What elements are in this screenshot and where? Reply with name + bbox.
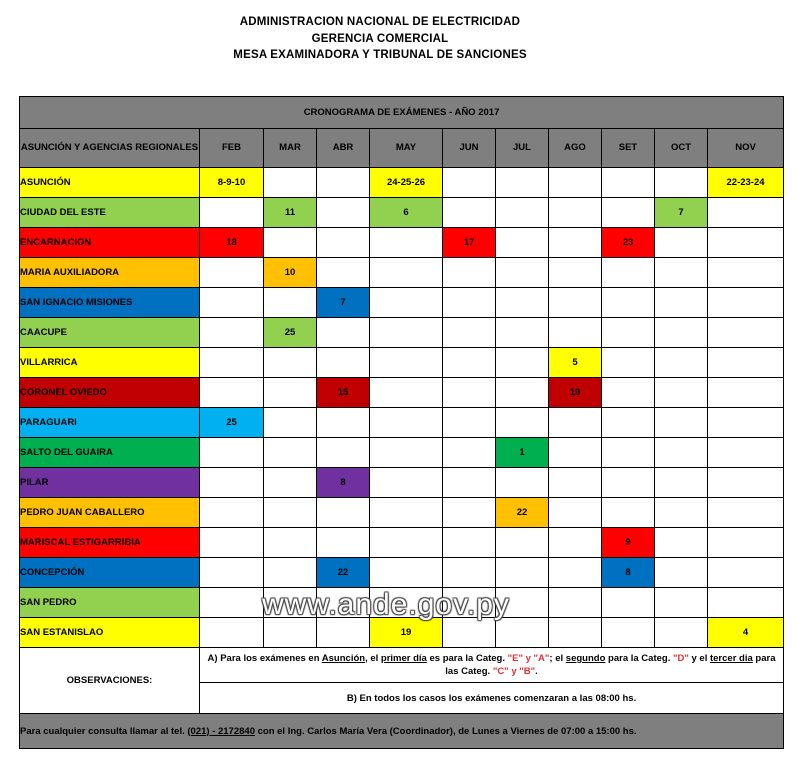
exam-date-cell — [264, 408, 317, 438]
observations-label: OBSERVACIONES: — [20, 648, 200, 714]
exam-date-cell — [317, 528, 370, 558]
exam-date-cell — [602, 438, 655, 468]
exam-date-cell — [200, 618, 264, 648]
exam-date-cell — [317, 198, 370, 228]
website-watermark: www.ande.gov.py — [262, 588, 510, 621]
observation-b: B) En todos los casos los exámenes comenzaran a las 08:00 hs. — [200, 683, 784, 714]
exam-date-cell — [496, 378, 549, 408]
exam-date-cell — [602, 618, 655, 648]
exam-date-cell — [602, 498, 655, 528]
exam-date-cell — [602, 198, 655, 228]
exam-date-cell — [549, 408, 602, 438]
exam-date-cell — [549, 498, 602, 528]
exam-date-cell — [370, 438, 443, 468]
month-header-feb: FEB — [200, 129, 264, 168]
exam-date-cell — [655, 318, 708, 348]
region-row — [20, 288, 784, 318]
region-name: PILAR — [20, 468, 200, 498]
exam-date-cell — [264, 618, 317, 648]
exam-date-cell — [370, 378, 443, 408]
exam-date-cell — [443, 498, 496, 528]
exam-date-cell: 1 — [496, 438, 549, 468]
exam-date-cell — [496, 198, 549, 228]
region-name: MARIA AUXILIADORA — [20, 258, 200, 288]
exam-date-cell — [602, 408, 655, 438]
exam-date-cell — [708, 588, 784, 618]
exam-date-cell — [655, 408, 708, 438]
region-name: SAN PEDRO — [20, 588, 200, 618]
exam-date-cell — [317, 168, 370, 198]
exam-date-cell — [549, 258, 602, 288]
exam-date-cell — [655, 258, 708, 288]
exam-date-cell — [443, 318, 496, 348]
exam-date-cell — [264, 528, 317, 558]
exam-date-cell — [264, 288, 317, 318]
exam-date-cell — [370, 318, 443, 348]
exam-date-cell: 11 — [264, 198, 317, 228]
exam-date-cell — [200, 588, 264, 618]
exam-date-cell — [317, 348, 370, 378]
exam-date-cell — [264, 588, 317, 618]
exam-date-cell — [370, 588, 443, 618]
exam-date-cell — [708, 318, 784, 348]
exam-date-cell — [264, 378, 317, 408]
exam-date-cell — [549, 228, 602, 258]
region-row — [20, 408, 784, 438]
exam-date-cell — [200, 468, 264, 498]
region-name: CORONEL OVIEDO — [20, 378, 200, 408]
exam-date-cell — [655, 618, 708, 648]
exam-date-cell — [200, 288, 264, 318]
exam-date-cell — [549, 588, 602, 618]
exam-date-cell — [200, 198, 264, 228]
exam-date-cell — [264, 558, 317, 588]
exam-date-cell — [549, 168, 602, 198]
exam-date-cell — [602, 378, 655, 408]
region-row — [20, 618, 784, 648]
exam-date-cell — [370, 348, 443, 378]
exam-date-cell — [370, 558, 443, 588]
exam-date-cell — [708, 378, 784, 408]
month-header-mar: MAR — [264, 129, 317, 168]
exam-date-cell — [264, 168, 317, 198]
region-name: ENCARNACION — [20, 228, 200, 258]
exam-date-cell — [264, 228, 317, 258]
exam-date-cell — [655, 558, 708, 588]
region-row — [20, 498, 784, 528]
exam-date-cell — [602, 588, 655, 618]
exam-date-cell — [370, 258, 443, 288]
exam-date-cell — [708, 258, 784, 288]
exam-date-cell — [602, 318, 655, 348]
exam-date-cell — [708, 498, 784, 528]
region-name: SALTO DEL GUAIRA — [20, 438, 200, 468]
exam-date-cell: 15 — [317, 378, 370, 408]
exam-date-cell — [200, 528, 264, 558]
exam-date-cell — [655, 438, 708, 468]
exam-date-cell — [317, 438, 370, 468]
exam-schedule-table — [19, 96, 784, 749]
exam-date-cell — [496, 168, 549, 198]
exam-date-cell — [496, 618, 549, 648]
exam-date-cell: 23 — [602, 228, 655, 258]
org-name: ADMINISTRACION NACIONAL DE ELECTRICIDAD — [239, 16, 521, 28]
exam-date-cell — [443, 588, 496, 618]
exam-date-cell — [317, 318, 370, 348]
exam-date-cell — [708, 528, 784, 558]
exam-date-cell — [443, 378, 496, 408]
region-name: CONCEPCIÓN — [20, 558, 200, 588]
exam-date-cell: 22 — [496, 498, 549, 528]
exam-date-cell — [264, 348, 317, 378]
exam-date-cell: 8 — [602, 558, 655, 588]
exam-date-cell — [200, 558, 264, 588]
exam-date-cell: 10 — [264, 258, 317, 288]
region-name: ASUNCIÓN — [20, 168, 200, 198]
region-row — [20, 588, 784, 618]
exam-date-cell: 6 — [370, 198, 443, 228]
exam-date-cell — [549, 558, 602, 588]
exam-date-cell — [655, 228, 708, 258]
month-header-nov: NOV — [708, 129, 784, 168]
exam-date-cell — [200, 378, 264, 408]
exam-date-cell — [602, 348, 655, 378]
exam-date-cell — [549, 468, 602, 498]
region-row — [20, 348, 784, 378]
exam-date-cell — [549, 528, 602, 558]
exam-date-cell — [708, 438, 784, 468]
month-header-ago: AGO — [549, 129, 602, 168]
exam-date-cell — [317, 258, 370, 288]
exam-date-cell — [443, 558, 496, 588]
exam-date-cell — [443, 258, 496, 288]
exam-date-cell: 7 — [655, 198, 708, 228]
exam-date-cell — [602, 288, 655, 318]
exam-date-cell — [655, 378, 708, 408]
region-row — [20, 318, 784, 348]
exam-date-cell — [317, 408, 370, 438]
month-header-set: SET — [602, 129, 655, 168]
month-header-jun: JUN — [443, 129, 496, 168]
exam-date-cell — [496, 558, 549, 588]
exam-date-cell — [317, 588, 370, 618]
contact-footer: Para cualquier consulta llamar al tel. (021) - 2172840 con el Ing. Carlos María Vera (Coordinador), de Lunes a Viernes de 07:00 a 15:00 hs. — [20, 714, 784, 749]
exam-date-cell — [708, 198, 784, 228]
exam-date-cell — [708, 228, 784, 258]
exam-date-cell — [370, 288, 443, 318]
exam-date-cell — [317, 228, 370, 258]
exam-date-cell — [655, 528, 708, 558]
exam-date-cell: 22 — [317, 558, 370, 588]
exam-date-cell: 17 — [443, 228, 496, 258]
exam-date-cell — [496, 318, 549, 348]
exam-date-cell — [370, 228, 443, 258]
exam-date-cell: 24-25-26 — [370, 168, 443, 198]
exam-date-cell — [200, 498, 264, 528]
exam-date-cell — [443, 618, 496, 648]
region-name: SAN ESTANISLAO — [20, 618, 200, 648]
exam-date-cell: 19 — [549, 378, 602, 408]
exam-date-cell — [496, 408, 549, 438]
region-row — [20, 258, 784, 288]
region-name: VILLARRICA — [20, 348, 200, 378]
region-name: SAN IGNACIO MISIONES — [20, 288, 200, 318]
office-name: MESA EXAMINADORA Y TRIBUNAL DE SANCIONES — [233, 49, 527, 61]
exam-date-cell — [200, 318, 264, 348]
region-row — [20, 528, 784, 558]
exam-date-cell — [708, 348, 784, 378]
region-row — [20, 468, 784, 498]
exam-date-cell — [370, 528, 443, 558]
exam-date-cell — [443, 348, 496, 378]
month-header-abr: ABR — [317, 129, 370, 168]
exam-date-cell — [496, 258, 549, 288]
department-name: GERENCIA COMERCIAL — [311, 33, 449, 45]
exam-date-cell — [602, 468, 655, 498]
exam-date-cell — [443, 408, 496, 438]
observation-a: A) Para los exámenes en Asunción, el primer día es para la Categ. "E" y "A"; el segundo para la Categ. "D" y el tercer dia para las Categ. "C" y "B". — [200, 648, 784, 683]
exam-date-cell — [496, 348, 549, 378]
region-name: CIUDAD DEL ESTE — [20, 198, 200, 228]
region-row — [20, 168, 784, 198]
exam-date-cell — [496, 468, 549, 498]
exam-date-cell — [549, 198, 602, 228]
exam-date-cell — [655, 288, 708, 318]
exam-date-cell — [708, 558, 784, 588]
exam-date-cell — [443, 288, 496, 318]
exam-date-cell — [655, 588, 708, 618]
exam-date-cell: 4 — [708, 618, 784, 648]
exam-date-cell — [549, 318, 602, 348]
exam-date-cell — [200, 438, 264, 468]
exam-date-cell — [496, 228, 549, 258]
exam-date-cell — [496, 588, 549, 618]
exam-date-cell — [549, 288, 602, 318]
region-header: ASUNCIÓN Y AGENCIAS REGIONALES — [20, 129, 200, 168]
exam-date-cell: 18 — [200, 228, 264, 258]
exam-date-cell — [443, 438, 496, 468]
exam-date-cell — [443, 468, 496, 498]
exam-date-cell — [200, 348, 264, 378]
exam-date-cell — [264, 438, 317, 468]
exam-date-cell: 9 — [602, 528, 655, 558]
region-name: PEDRO JUAN CABALLERO — [20, 498, 200, 528]
exam-date-cell — [655, 168, 708, 198]
exam-date-cell — [370, 498, 443, 528]
exam-date-cell — [443, 198, 496, 228]
exam-date-cell — [370, 468, 443, 498]
exam-date-cell — [264, 498, 317, 528]
region-row — [20, 378, 784, 408]
month-header-oct: OCT — [655, 129, 708, 168]
month-header-jul: JUL — [496, 129, 549, 168]
schedule-title: CRONOGRAMA DE EXÁMENES - AÑO 2017 — [20, 97, 784, 129]
region-row — [20, 198, 784, 228]
exam-date-cell — [655, 468, 708, 498]
region-row — [20, 558, 784, 588]
exam-date-cell: 5 — [549, 348, 602, 378]
month-header-may: MAY — [370, 129, 443, 168]
exam-date-cell — [264, 468, 317, 498]
exam-date-cell — [655, 498, 708, 528]
exam-date-cell — [655, 348, 708, 378]
exam-date-cell: 22-23-24 — [708, 168, 784, 198]
exam-date-cell: 8-9-10 — [200, 168, 264, 198]
region-name: MARISCAL ESTIGARRIBIA — [20, 528, 200, 558]
region-row — [20, 438, 784, 468]
exam-date-cell — [200, 258, 264, 288]
exam-date-cell: 8 — [317, 468, 370, 498]
region-row — [20, 228, 784, 258]
exam-date-cell — [496, 528, 549, 558]
exam-date-cell — [549, 438, 602, 468]
exam-date-cell — [549, 618, 602, 648]
exam-date-cell — [602, 258, 655, 288]
exam-date-cell — [602, 168, 655, 198]
exam-date-cell — [496, 288, 549, 318]
exam-date-cell: 25 — [200, 408, 264, 438]
exam-date-cell — [317, 498, 370, 528]
exam-date-cell — [708, 288, 784, 318]
exam-date-cell — [317, 618, 370, 648]
exam-date-cell: 25 — [264, 318, 317, 348]
region-name: CAACUPE — [20, 318, 200, 348]
exam-date-cell: 7 — [317, 288, 370, 318]
exam-date-cell — [443, 168, 496, 198]
exam-date-cell — [708, 468, 784, 498]
exam-date-cell — [370, 408, 443, 438]
exam-date-cell: 19 — [370, 618, 443, 648]
exam-date-cell — [708, 408, 784, 438]
region-name: PARAGUARI — [20, 408, 200, 438]
exam-date-cell — [443, 528, 496, 558]
